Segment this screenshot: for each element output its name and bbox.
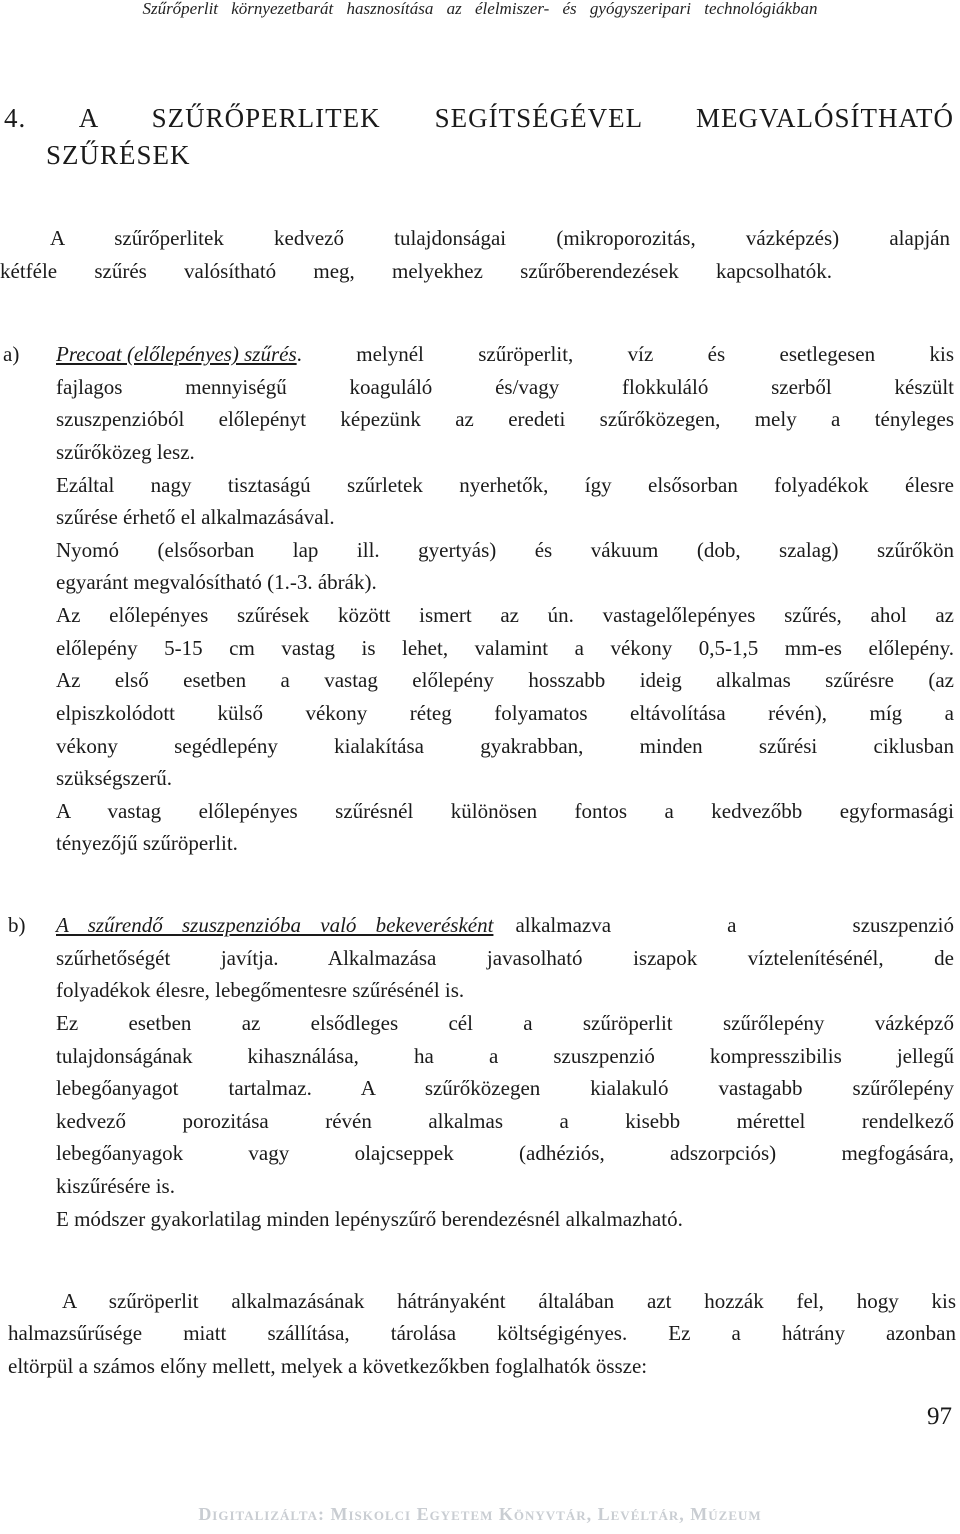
chapter-title-line2: SZŰRÉSEK (46, 140, 191, 170)
section-a-line6: szűrése érhető el alkalmazásával. (56, 505, 335, 529)
section-a-line13: vékony segédlepény kialakítása gyakrabban, minden szűrési ciklusban (56, 734, 954, 758)
section-a-line4: szűrőközeg lesz. (56, 440, 195, 464)
intro-line1: A szűrőperlitek kedvező tulajdonságai (mikroporozitás, vázképzés) alapján (50, 226, 950, 250)
section-a-line1-rest: . melynél szűröperlit, víz és esetlegesen kis (296, 342, 954, 366)
section-a-line16: tényezőjű szűröperlit. (56, 831, 238, 855)
section-b-line8: lebegőanyagok vagy olajcseppek (adhéziós, adszorpciós) megfogására, (56, 1141, 954, 1165)
closing-line2: halmazsűrűsége miatt szállítása, tárolása költségigényes. Ez a hátrány azonban (8, 1321, 956, 1345)
section-a-line1 (56, 338, 954, 371)
section-b-line2: szűrhetőségét javítja. Alkalmazása javasolható iszapok víztelenítésénél, de (56, 946, 954, 970)
section-a-line9: Az előlepényes szűrések között ismert az ún. vastagelőlepényes szűrés, ahol az (56, 603, 954, 627)
section-b-marker: b) (8, 913, 26, 937)
section-b-line1 (56, 909, 954, 942)
section-a-line8: egyaránt megvalósítható (1.-3. ábrák). (56, 570, 377, 594)
section-a-marker: a) (3, 342, 20, 366)
section-a-line15: A vastag előlepényes szűrésnél különösen fontos a kedvezőbb egyformasági (56, 799, 954, 823)
section-a-title: Precoat (előlepényes) szűrés (56, 342, 297, 366)
running-header: Szűrőperlit környezetbarát hasznosítása az élelmiszer- és gyógyszeripari technológiákban (142, 0, 818, 18)
page-number: 97 (927, 1403, 952, 1430)
section-b-line6: lebegőanyagot tartalmaz. A szűrőközegen kialakuló vastagabb szűrőlepény (56, 1076, 954, 1100)
section-a-line12: elpiszkolódott külső vékony réteg folyamatos eltávolítása révén), míg a (56, 701, 954, 725)
intro-line2: kétféle szűrés valósítható meg, melyekhez szűrőberendezések kapcsolhatók. (0, 259, 832, 283)
section-a-line10: előlepény 5-15 cm vastag is lehet, valamint a vékony 0,5-1,5 mm-es előlepény. (56, 636, 954, 660)
section-b-title: A szűrendő szuszpenzióba való bekeverésként (56, 913, 494, 937)
section-b-line7: kedvező porozitása révén alkalmas a kisebb mérettel rendelkező (56, 1109, 954, 1133)
closing-line3: eltörpül a számos előny mellett, melyek a következőkben foglalhatók össze: (8, 1354, 648, 1378)
digitization-footer: Digitalizálta: Miskolci Egyetem Könyvtár, Levéltár, Múzeum (198, 1504, 762, 1524)
section-b-line5: tulajdonságának kihasználása, ha a szuszpenzió kompresszibilis jellegű (56, 1044, 954, 1068)
section-b-line3: folyadékok élesre, lebegőmentesre szűrésénél is. (56, 978, 465, 1002)
section-a-line14: szükségszerű. (56, 766, 173, 790)
section-a-line7: Nyomó (elsősorban lap ill. gyertyás) és vákuum (dob, szalag) szűrőkön (56, 538, 954, 562)
section-a-line5: Ezáltal nagy tisztaságú szűrletek nyerhetők, így elsősorban folyadékok élesre (56, 473, 954, 497)
closing-line1: A szűröperlit alkalmazásának hátrányaként általában azt hozzák fel, hogy kis (62, 1289, 956, 1313)
section-a-line2: fajlagos mennyiségű koaguláló és/vagy flokkuláló szerből készült (56, 375, 954, 399)
section-a-line3: szuszpenzióból előlepényt képezünk az eredeti szűrőközegen, mely a tényleges (56, 407, 954, 431)
section-b-line4: Ez esetben az elsődleges cél a szűröperlit szűrőlepény vázképző (56, 1011, 954, 1035)
section-b-line9: kiszűrésére is. (56, 1174, 175, 1198)
section-a-line11: Az első esetben a vastag előlepény hosszabb ideig alkalmas szűrésre (az (56, 668, 954, 692)
chapter-title-line1: 4. A SZŰRŐPERLITEK SEGÍTSÉGÉVEL MEGVALÓSÍTHATÓ (4, 103, 954, 133)
section-b-line10: E módszer gyakorlatilag minden lepényszűrő berendezésnél alkalmazható. (56, 1207, 683, 1231)
section-b-line1-rest: alkalmazva a szuszpenzió (515, 913, 954, 937)
